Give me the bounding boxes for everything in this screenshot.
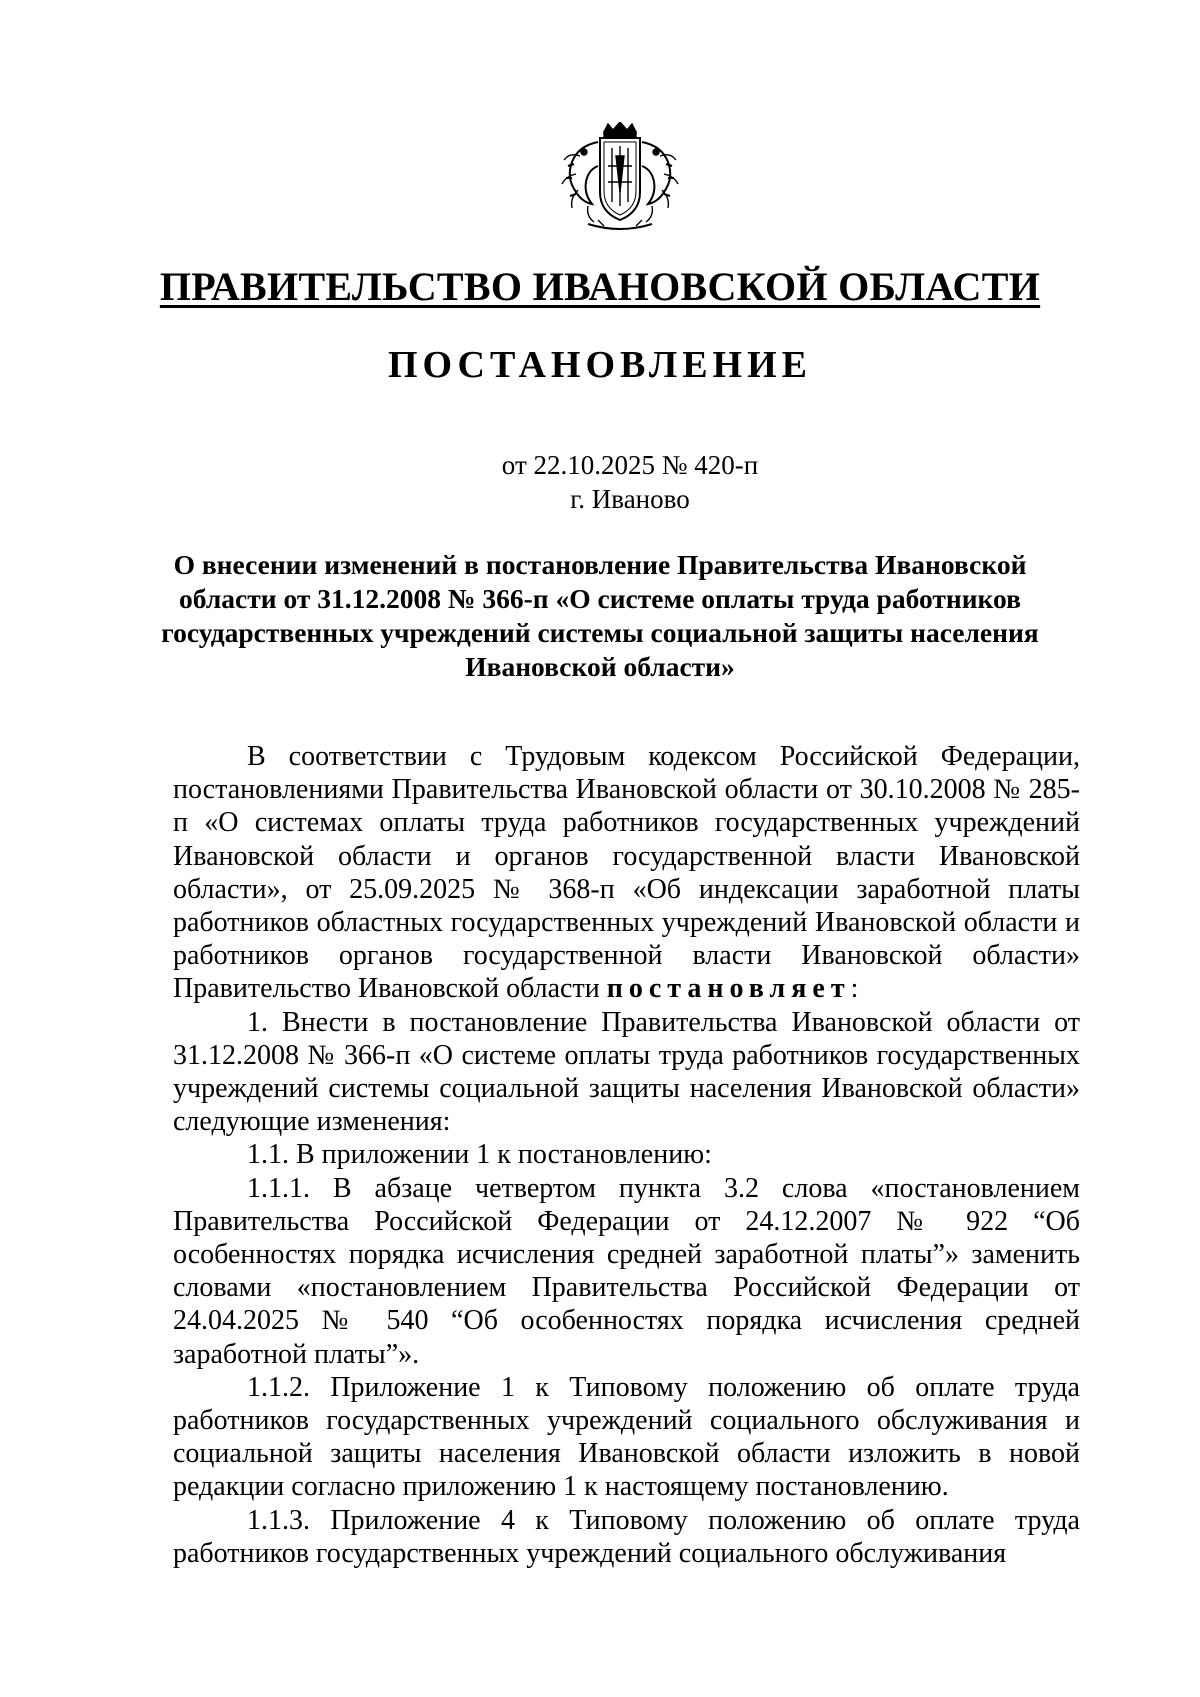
document-subject: О внесении изменений в постановление Правительства Ивановской области от 31.12.2008 № 366-п «О системе оплаты труда работников государственных учреждений системы социальной защиты населения Ивановской области» bbox=[161, 549, 1039, 682]
paragraph: В соответствии с Трудовым кодексом Российской Федерации, постановлениями Правительства Ивановской области от 30.10.2008 № 285-п «О системах оплаты труда работников государственных учреждений Ивановской области и органов государственной власти Ивановской области», от 25.09.2025 № 368-п «Об индексации заработной платы работников областных государственных учреждений Ивановской области и работников органов государственной власти Ивановской области» Правительство Ивановской области постановляет: bbox=[173, 741, 1080, 1005]
city: г. Иваново bbox=[570, 484, 690, 514]
document-meta bbox=[0, 448, 1200, 516]
paragraph: 1.1.1. В абзаце четвертом пункта 3.2 слова «постановлением Правительства Российской Федерации от 24.12.2007 № 922 “Об особенностях порядка исчисления средней заработной платы”» заменить словами «постановлением Правительства Российской Федерации от 24.04.2025 № 540 “Об особенностях порядка исчисления средней заработной платы”». bbox=[173, 1172, 1080, 1370]
date-number: от 22.10.2025 № 420-п bbox=[501, 450, 759, 480]
paragraph: 1.1. В приложении 1 к постановлению: bbox=[247, 1139, 712, 1171]
document-type: ПОСТАНОВЛЕНИЕ bbox=[387, 344, 813, 386]
paragraph: 1.1.3. Приложение 4 к Типовому положению об оплате труда работников государственных учреждений социального обслуживания bbox=[173, 1504, 1080, 1569]
paragraph: 1. Внести в постановление Правительства Ивановской области от 31.12.2008 № 366-п «О системе оплаты труда работников государственных учреждений системы социальной защиты населения Ивановской области» следующие изменения: bbox=[173, 1006, 1080, 1138]
coat-of-arms-icon bbox=[558, 122, 682, 232]
government-title: ПРАВИТЕЛЬСТВО ИВАНОВСКОЙ ОБЛАСТИ bbox=[159, 264, 1041, 309]
keyword-postanovlyaet: постановляет bbox=[606, 973, 851, 1005]
document-body bbox=[173, 740, 1080, 1570]
paragraph: 1.1.2. Приложение 1 к Типовому положению об оплате труда работников государственных учреждений социального обслуживания и социальной защиты населения Ивановской области изложить в новой редакции согласно приложению 1 к настоящему постановлению. bbox=[173, 1371, 1080, 1503]
